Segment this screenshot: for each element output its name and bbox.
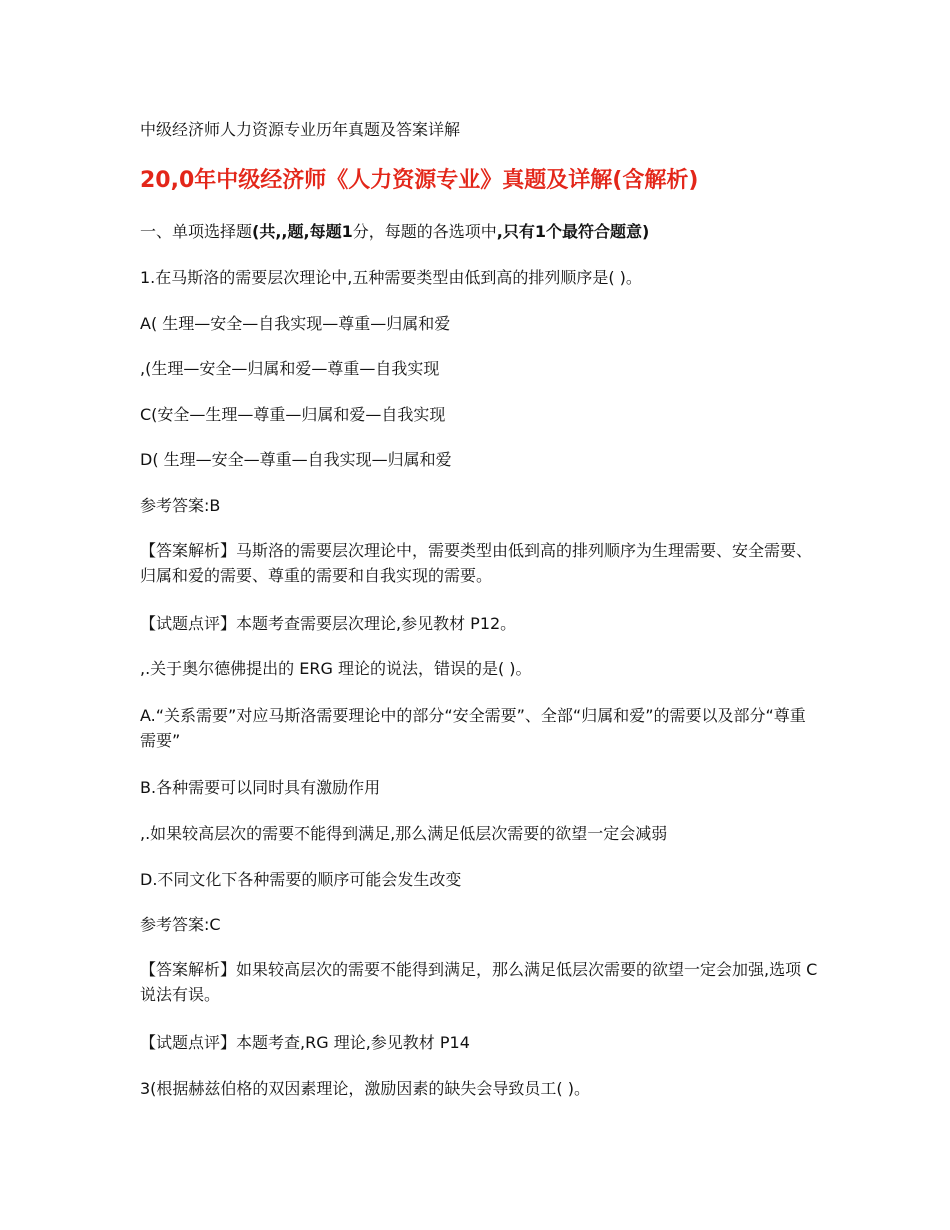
section-note-c: 个最符合题意) xyxy=(545,222,650,241)
q2-option-d: D.不同文化下各种需要的顺序可能会发生改变 xyxy=(140,870,462,889)
q2-analysis: 【答案解析】如果较高层次的需要不能得到满足，那么满足低层次需要的欲望一定会加强,选项 C 说法有误。 xyxy=(140,960,818,1004)
q1-option-a: A( 生理—安全—自我实现—尊重—归属和爱 xyxy=(140,314,451,333)
section-label: 一、单项选择题 xyxy=(140,222,253,241)
q2-option-b: B.各种需要可以同时具有激励作用 xyxy=(140,778,381,797)
section-score: 1 xyxy=(341,222,353,241)
section-heading xyxy=(140,220,820,244)
section-note-a: 分，每题的各选项中 xyxy=(352,222,497,241)
document-header: 中级经济师人力资源专业历年真题及答案详解 xyxy=(140,120,461,139)
section-note-b: ,只有 xyxy=(496,222,535,241)
document-title: 20,0年中级经济师《人力资源专业》真题及详解(含解析) xyxy=(140,168,699,193)
q1-stem: 1.在马斯洛的需要层次理论中,五种需要类型由低到高的排列顺序是( )。 xyxy=(140,268,642,287)
q1-option-d: D( 生理—安全—尊重—自我实现—归属和爱 xyxy=(140,450,452,469)
q1-analysis: 【答案解析】马斯洛的需要层次理论中，需要类型由低到高的排列顺序为生理需要、安全需要、归属和爱的需要、尊重的需要和自我实现的需要。 xyxy=(140,541,813,585)
section-number: 1 xyxy=(534,222,546,241)
section-count: (共,,题,每题 xyxy=(252,222,342,241)
q1-option-c: C(安全—生理—尊重—归属和爱—自我实现 xyxy=(140,405,446,424)
q2-answer: 参考答案:C xyxy=(140,915,221,934)
q2-option-a: A.“关系需要”对应马斯洛需要理论中的部分“安全需要”、全部“归属和爱”的需要以及部分“尊重需要” xyxy=(140,706,806,750)
q2-option-c: ,.如果较高层次的需要不能得到满足,那么满足低层次需要的欲望一定会减弱 xyxy=(140,824,668,843)
q1-option-b: ,(生理—安全—归属和爱—尊重—自我实现 xyxy=(140,359,440,378)
q2-stem: ,.关于奥尔德佛提出的 ERG 理论的说法，错误的是( )。 xyxy=(140,659,532,678)
q3-stem: 3(根据赫兹伯格的双因素理论，激励因素的缺失会导致员工( )。 xyxy=(140,1079,590,1098)
q1-review: 【试题点评】本题考查需要层次理论,参见教材 P12。 xyxy=(140,614,517,633)
q1-answer: 参考答案:B xyxy=(140,496,221,515)
q2-review: 【试题点评】本题考查,RG 理论,参见教材 P14 xyxy=(140,1033,470,1052)
